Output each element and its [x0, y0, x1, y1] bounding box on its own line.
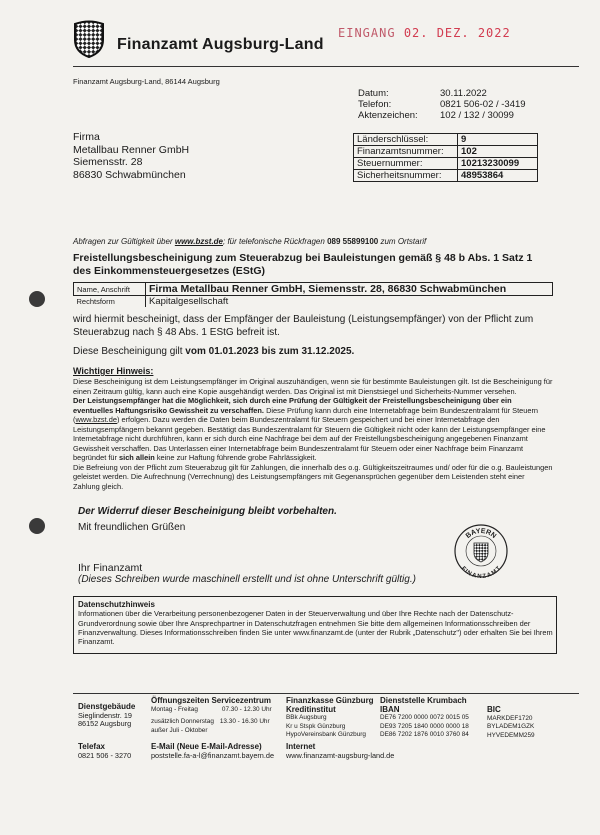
- notice-text: ) erfolgen. Dazu werden die Daten beim Bundeszentralamt für Steuern gespeichert und bei einer Internetabfrage den Leistungsempfängern bekannt gegeben. Bestätigt das Bundeszentralamt für Steuern die Gültigkeit nicht oder kann der Leistungsempfänger eine Internetabfrage nicht durchführen, kann er sich durch eine Nachfrage bei dem auf der Freistellungsbescheinigung angegebenen Finanzamt Gewissheit verschaffen. Das Unterlassen einer Internetabfrage beim Bundeszentralamt für Steuern oder einer Nachfrage beim Finanzamt begründet für: [73, 415, 546, 462]
- company-table: [73, 282, 553, 307]
- key-label: Steuernummer:: [354, 158, 458, 170]
- key-label: Finanzamtsnummer:: [354, 146, 458, 158]
- table-row: [74, 296, 553, 308]
- stamp-date: 02. DEZ. 2022: [403, 26, 511, 40]
- email-label: E-Mail (Neue E-Mail-Adresse): [151, 742, 262, 751]
- bzst-link[interactable]: www.bzst.de: [174, 237, 223, 246]
- file-number-value: 102 / 132 / 30099: [440, 110, 514, 121]
- revocation-note: Der Widerruf dieser Bescheinigung bleibt vorbehalten.: [78, 506, 337, 517]
- internet-label: Internet: [286, 742, 316, 751]
- notice-paragraph: Diese Bescheinigung ist dem Leistungsempfänger im Original auszuhändigen, wenn sie für bestimmte Bauleistungen gilt. Ist die Bescheinigung für einen Zeitraum gültig, kann auch eine Kopie ausgehändigt werden. Das Original ist mit Dienstsiegel und Sicherheits-Nummer versehen.: [73, 377, 553, 396]
- machine-generated-note: (Dieses Schreiben wurde maschinell erstellt und ist ohne Unterschrift gültig.): [78, 574, 416, 585]
- phone-value: 0821 506-02 / -3419: [440, 99, 526, 110]
- privacy-notice-box: [73, 596, 557, 654]
- bank-name: Kr u Stspk Günzburg: [286, 722, 346, 730]
- certificate-heading: Freistellungsbescheinigung zum Steuerabzug bei Bauleistungen gemäß § 48 b Abs. 1 Satz 1 des Einkommensteuergesetzes (EStG): [73, 252, 533, 277]
- key-value: 102: [458, 146, 538, 158]
- exemption-declaration: wird hiermit bescheinigt, dass der Empfänger der Bauleistung (Leistungsempfänger) von der Pflicht zum Steuerabzug nach § 48 Abs. 1 EStG befreit ist.: [73, 314, 534, 338]
- footer-building: [78, 703, 135, 729]
- key-value: 48953864: [458, 170, 538, 182]
- office-title: Finanzamt Augsburg-Land: [117, 36, 324, 53]
- seal-top-text: BAYERN: [464, 527, 498, 540]
- svg-text:FINANZAMT: [460, 566, 503, 578]
- official-seal-icon: [454, 524, 508, 578]
- stamp-label: EINGANG: [338, 26, 396, 40]
- footer-fax: [78, 743, 131, 760]
- greeting: Mit freundlichen Grüßen: [78, 522, 186, 533]
- internet-url[interactable]: www.finanzamt-augsburg-land.de: [286, 750, 395, 760]
- iban-value: DE76 7200 0000 0072 0015 05: [380, 714, 469, 722]
- notice-text: Diese Prüfung kann durch eine Internetabfrage beim Bundeszentralamt für Steuern (: [73, 405, 539, 424]
- query-text: zum Ortstarif: [380, 237, 427, 246]
- key-value: 9: [458, 134, 538, 146]
- file-number-label: Aktenzeichen:: [358, 110, 418, 121]
- document-meta: [358, 88, 526, 121]
- privacy-heading: Datenschutzhinweis: [78, 600, 155, 609]
- footer-iban: [380, 697, 469, 740]
- important-notice: [73, 366, 553, 491]
- hours-day: zusätzlich Donnerstag: [151, 718, 214, 726]
- bzst-link[interactable]: www.bzst.de: [75, 415, 117, 424]
- bic-value: BYLADEM1GZK: [487, 723, 535, 731]
- table-row: [354, 134, 538, 146]
- footer-bank: [286, 697, 374, 740]
- hours-day: Montag - Freitag: [151, 705, 198, 713]
- sender-line: Finanzamt Augsburg-Land, 86144 Augsburg: [73, 77, 220, 86]
- header-divider: [73, 66, 579, 67]
- notice-bold-text: Der Leistungsempfänger hat die Möglichkeit, sich durch eine Prüfung der Gültigkeit der Freistellungsbescheinigung über ein eventuelles Haftungsrisiko Gewissheit zu verschaffen.: [73, 396, 512, 415]
- iban-value: DE86 7202 1876 0010 3760 84: [380, 731, 469, 739]
- hotline-number: 089 55899100: [327, 237, 379, 246]
- email-address[interactable]: poststelle.fa-a-l@finanzamt.bayern.de: [151, 750, 275, 760]
- notice-bold-text: sich allein: [119, 453, 155, 462]
- bank-label: Finanzkasse Günzburg: [286, 696, 374, 705]
- branch-label: Dienststelle Krumbach: [380, 696, 467, 705]
- recipient-line: Metallbau Renner GmbH: [73, 143, 190, 156]
- office-signoff: Ihr Finanzamt: [78, 562, 143, 574]
- fax-number: 0821 506 - 3270: [78, 750, 132, 760]
- notice-paragraph: [73, 396, 553, 463]
- bic-value: MARKDEF1720: [487, 714, 533, 722]
- notice-paragraph: Die Befreiung von der Pflicht zum Steuerabzug gilt für Zahlungen, die innerhalb des o.g. Gültigkeitszeitraumes und/ oder für die o.g. Bauleistungen geleistet werden. Die Aufrechnung (Verrechnung) des Leistungsempfängers mit Gegenansprüchen gegenüber dem Leistenden steht einer Zahlung gleich.: [73, 462, 553, 491]
- phone-label: Telefon:: [358, 99, 392, 110]
- notice-heading: Wichtiger Hinweis:: [73, 366, 154, 376]
- validity-prefix: Diese Bescheinigung gilt: [73, 346, 183, 357]
- building-city: 86152 Augsburg: [78, 719, 132, 729]
- key-label: Länderschlüssel:: [354, 134, 458, 146]
- query-text: Abfragen zur Gültigkeit über: [73, 237, 173, 246]
- key-label: Sicherheitsnummer:: [354, 170, 458, 182]
- privacy-text: Informationen über die Verarbeitung personenbezogener Daten in der Steuerverwaltung und über Ihre Rechte nach der Datenschutz-Grundverordnung sowie über Ihre Ansprechpartner in Datenschutzfragen entnehmen Sie bitte dem allgemeinen Informationsschreiben der Finanzverwaltung. Dieses Informationsschreiben finden Sie unter www.finanzamt.de (unter der Rubrik „Datenschutz") oder erhalten Sie bei Ihrem Finanzamt.: [78, 609, 553, 647]
- building-street: Sieglindenstr. 19: [78, 710, 132, 720]
- bank-name: BBk Augsburg: [286, 714, 327, 722]
- fax-label: Telefax: [78, 742, 105, 751]
- key-value: 10213230099: [458, 158, 538, 170]
- footer-internet: [286, 743, 394, 760]
- footer-bic: [487, 706, 535, 740]
- iban-value: DE93 7205 1840 0000 0000 18: [380, 722, 469, 730]
- building-label: Dienstgebäude: [78, 702, 136, 711]
- tax-keys-table: [353, 133, 538, 182]
- notice-text: keine zur Haftung führende grobe Fahrlässigkeit.: [156, 453, 317, 462]
- bic-label: BIC: [487, 705, 501, 714]
- footer-divider: [73, 693, 579, 694]
- recipient-line: Firma: [73, 131, 100, 143]
- recipient-line: Siemensstr. 28: [73, 156, 143, 168]
- table-row: [354, 146, 538, 158]
- recipient-address: [73, 131, 189, 181]
- bic-value: HYVEDEMM259: [487, 731, 535, 739]
- table-row: [354, 158, 538, 170]
- bank-sub-label: Kreditinstitut: [286, 704, 336, 714]
- validity-period: [73, 346, 354, 357]
- recipient-line: 86830 Schwabmünchen: [73, 168, 186, 181]
- hours-exception: außer Juli - Oktober: [151, 726, 208, 734]
- hours-time: 13.30 - 16.30 Uhr: [219, 718, 270, 726]
- seal-bottom-text: FINANZAMT: [459, 565, 503, 578]
- query-text: ; für telefonische Rückfragen: [223, 237, 325, 246]
- name-value: Firma Metallbau Renner GmbH, Siemensstr. 28, 86830 Schwabmünchen: [146, 283, 553, 296]
- svg-text:BAYERN: [465, 528, 497, 540]
- date-value: 30.11.2022: [440, 88, 487, 99]
- legal-form-label: Rechtsform: [74, 296, 146, 308]
- table-row: [354, 170, 538, 182]
- legal-form-value: Kapitalgesellschaft: [149, 296, 229, 307]
- hours-label: Öffnungszeiten Servicezentrum: [151, 696, 272, 705]
- table-row: [74, 283, 553, 296]
- footer-email: [151, 743, 274, 760]
- punch-hole-bottom: [29, 518, 45, 534]
- receipt-stamp: [338, 26, 511, 40]
- hours-time: 07.30 - 12.30 Uhr: [221, 705, 272, 713]
- validity-query-line: [73, 237, 426, 246]
- iban-label: IBAN: [380, 704, 400, 714]
- date-label: Datum:: [358, 88, 389, 99]
- name-label: Name, Anschrift: [74, 283, 146, 296]
- bank-name: HypoVereinsbank Günzburg: [286, 731, 366, 739]
- bavarian-crest-logo: [72, 20, 106, 58]
- punch-hole-top: [29, 291, 45, 307]
- validity-range: vom 01.01.2023 bis zum 31.12.2025.: [185, 346, 355, 357]
- footer-hours: [151, 697, 272, 735]
